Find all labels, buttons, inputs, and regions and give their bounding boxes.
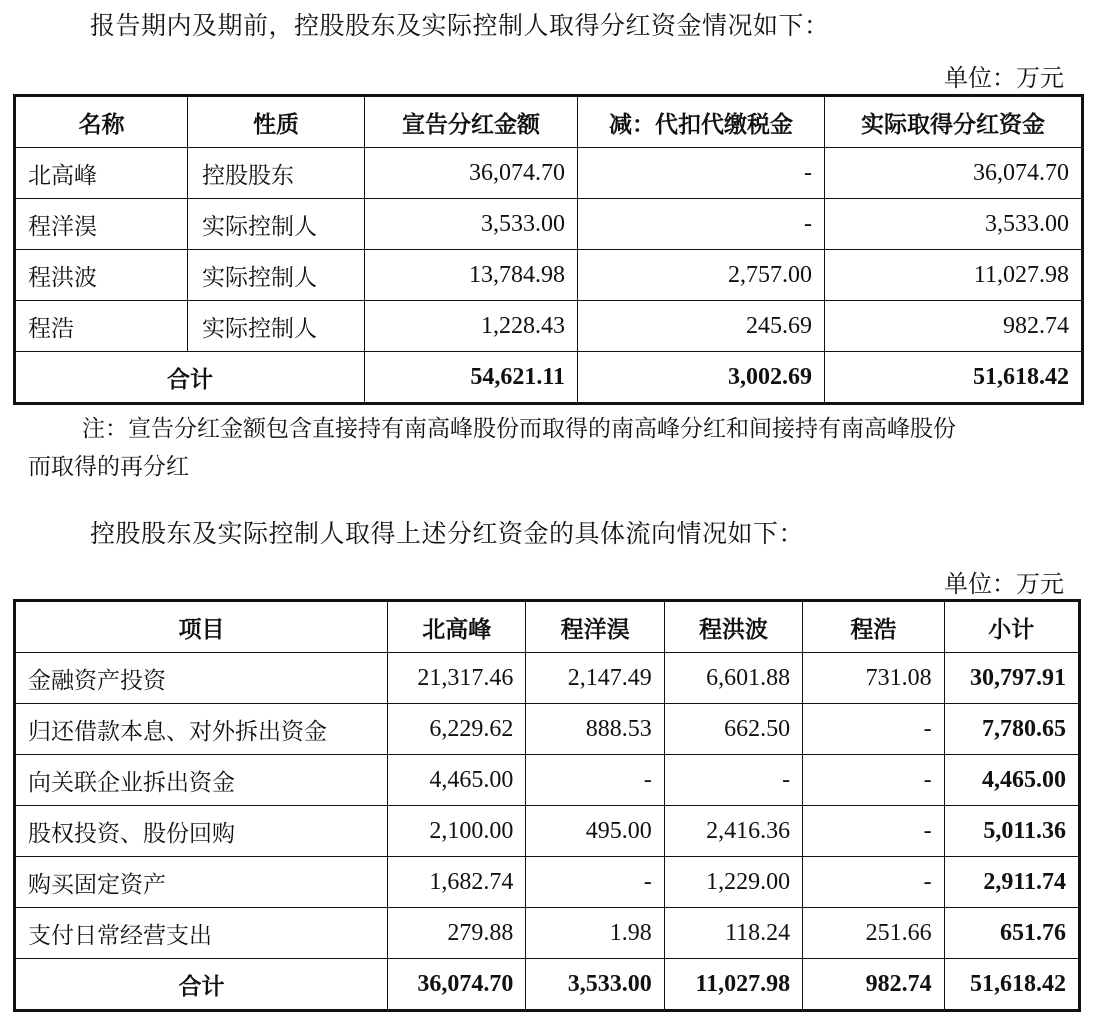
row-type: 实际控制人 (188, 250, 365, 301)
row-subtotal: 5,011.36 (944, 806, 1079, 857)
total-declared: 54,621.11 (365, 352, 578, 404)
row-beigaofeng: 2,100.00 (388, 806, 526, 857)
row-chenghao: - (803, 755, 944, 806)
table-header-row (15, 601, 1080, 653)
row-subtotal: 7,780.65 (944, 704, 1079, 755)
row-chenghongbo: 118.24 (664, 908, 802, 959)
row-type: 实际控制人 (188, 301, 365, 352)
row-chenghao: - (803, 857, 944, 908)
total-label: 合计 (15, 352, 365, 404)
table-row (15, 806, 1080, 857)
row-chenghongbo: 662.50 (664, 704, 802, 755)
header-item: 项目 (15, 601, 388, 653)
total-subtotal: 51,618.42 (944, 959, 1079, 1011)
table-row (15, 199, 1083, 250)
row-item: 归还借款本息、对外拆出资金 (15, 704, 388, 755)
row-item: 金融资产投资 (15, 653, 388, 704)
row-subtotal: 30,797.91 (944, 653, 1079, 704)
header-actual: 实际取得分红资金 (825, 96, 1083, 148)
table-row (15, 653, 1080, 704)
dividend-table (13, 94, 1084, 405)
row-chenghongbo: - (664, 755, 802, 806)
row-chengyanghao: - (526, 857, 664, 908)
row-beigaofeng: 21,317.46 (388, 653, 526, 704)
row-actual: 3,533.00 (825, 199, 1083, 250)
row-name: 程洪波 (15, 250, 188, 301)
row-chengyanghao: 2,147.49 (526, 653, 664, 704)
row-chenghongbo: 2,416.36 (664, 806, 802, 857)
header-declared: 宣告分红金额 (365, 96, 578, 148)
table-row (15, 857, 1080, 908)
row-actual: 11,027.98 (825, 250, 1083, 301)
row-chenghao: 731.08 (803, 653, 944, 704)
row-beigaofeng: 6,229.62 (388, 704, 526, 755)
fund-flow-table (13, 599, 1081, 1012)
header-chengyanghao: 程洋淏 (526, 601, 664, 653)
table-total-row (15, 352, 1083, 404)
row-chengyanghao: 888.53 (526, 704, 664, 755)
header-chenghongbo: 程洪波 (664, 601, 802, 653)
row-chengyanghao: 1.98 (526, 908, 664, 959)
total-beigaofeng: 36,074.70 (388, 959, 526, 1011)
row-chenghao: - (803, 704, 944, 755)
total-actual: 51,618.42 (825, 352, 1083, 404)
row-name: 北高峰 (15, 148, 188, 199)
row-chenghao: 251.66 (803, 908, 944, 959)
header-tax: 减：代扣代缴税金 (578, 96, 825, 148)
row-tax: 245.69 (578, 301, 825, 352)
total-chenghao: 982.74 (803, 959, 944, 1011)
row-beigaofeng: 4,465.00 (388, 755, 526, 806)
total-chenghongbo: 11,027.98 (664, 959, 802, 1011)
unit-label-2: 单位：万元 (944, 570, 1064, 598)
row-name: 程洋淏 (15, 199, 188, 250)
row-beigaofeng: 279.88 (388, 908, 526, 959)
header-subtotal: 小计 (944, 601, 1079, 653)
header-beigaofeng: 北高峰 (388, 601, 526, 653)
table-row (15, 148, 1083, 199)
table-row (15, 250, 1083, 301)
row-subtotal: 2,911.74 (944, 857, 1079, 908)
row-item: 购买固定资产 (15, 857, 388, 908)
row-actual: 982.74 (825, 301, 1083, 352)
row-chenghongbo: 6,601.88 (664, 653, 802, 704)
row-chenghao: - (803, 806, 944, 857)
row-item: 支付日常经营支出 (15, 908, 388, 959)
intro-paragraph-2: 控股股东及实际控制人取得上述分红资金的具体流向情况如下： (90, 519, 805, 548)
row-beigaofeng: 1,682.74 (388, 857, 526, 908)
row-item: 向关联企业拆出资金 (15, 755, 388, 806)
row-declared: 13,784.98 (365, 250, 578, 301)
row-type: 实际控制人 (188, 199, 365, 250)
row-declared: 3,533.00 (365, 199, 578, 250)
total-label: 合计 (15, 959, 388, 1011)
row-declared: 1,228.43 (365, 301, 578, 352)
row-item: 股权投资、股份回购 (15, 806, 388, 857)
table-note (28, 410, 1074, 486)
table-total-row (15, 959, 1080, 1011)
row-declared: 36,074.70 (365, 148, 578, 199)
row-subtotal: 4,465.00 (944, 755, 1079, 806)
row-tax: - (578, 199, 825, 250)
row-chengyanghao: 495.00 (526, 806, 664, 857)
row-subtotal: 651.76 (944, 908, 1079, 959)
unit-label-1: 单位：万元 (944, 64, 1064, 92)
row-tax: - (578, 148, 825, 199)
table-row (15, 908, 1080, 959)
table-header-row (15, 96, 1083, 148)
header-type: 性质 (188, 96, 365, 148)
table-row (15, 704, 1080, 755)
note-line-2: 而取得的再分红 (28, 454, 189, 480)
row-actual: 36,074.70 (825, 148, 1083, 199)
total-chengyanghao: 3,533.00 (526, 959, 664, 1011)
intro-paragraph-1: 报告期内及期前，控股股东及实际控制人取得分红资金情况如下： (90, 11, 830, 40)
note-line-1: 注：宣告分红金额包含直接持有南高峰股份而取得的南高峰分红和间接持有南高峰股份 (82, 416, 956, 442)
row-chengyanghao: - (526, 755, 664, 806)
row-type: 控股股东 (188, 148, 365, 199)
header-name: 名称 (15, 96, 188, 148)
table-row (15, 301, 1083, 352)
row-name: 程浩 (15, 301, 188, 352)
header-chenghao: 程浩 (803, 601, 944, 653)
row-chenghongbo: 1,229.00 (664, 857, 802, 908)
table-row (15, 755, 1080, 806)
total-tax: 3,002.69 (578, 352, 825, 404)
row-tax: 2,757.00 (578, 250, 825, 301)
